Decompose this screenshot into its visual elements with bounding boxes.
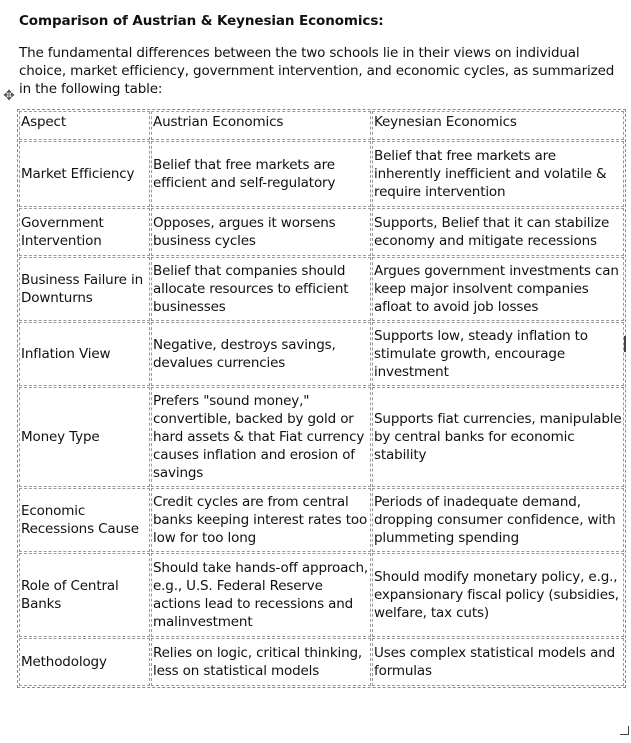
table-row <box>19 387 624 487</box>
header-cell-keynesian[interactable]: Keynesian Economics <box>372 111 624 140</box>
aspect-cell[interactable]: Market Efficiency <box>19 141 150 207</box>
intro-paragraph: The fundamental differences between the two schools lie in their views on individual choice, market efficiency, government intervention, and economic cycles, as summarized in the following table: <box>19 45 615 97</box>
austrian-cell[interactable]: Relies on logic, critical thinking, less on statistical models <box>151 638 371 686</box>
aspect-cell[interactable]: Government Intervention <box>19 208 150 256</box>
table-row <box>19 322 624 386</box>
austrian-cell[interactable]: Belief that free markets are efficient and self-regulatory <box>151 141 371 207</box>
keynesian-cell[interactable]: Argues government investments can keep major insolvent companies afloat to avoid job losses <box>372 257 624 321</box>
comparison-table <box>17 109 626 688</box>
aspect-cell[interactable]: Inflation View <box>19 322 150 386</box>
table-row <box>19 141 624 207</box>
header-cell-austrian[interactable]: Austrian Economics <box>151 111 371 140</box>
document-title: Comparison of Austrian & Keynesian Economics: <box>19 13 384 29</box>
table-row <box>19 488 624 552</box>
table-header-row <box>19 111 624 140</box>
austrian-cell[interactable]: Prefers "sound money," convertible, backed by gold or hard assets & that Fiat currency causes inflation and erosion of savings <box>151 387 371 487</box>
austrian-cell[interactable]: Opposes, argues it worsens business cycles <box>151 208 371 256</box>
keynesian-cell[interactable]: Periods of inadequate demand, dropping consumer confidence, with plummeting spending <box>372 488 624 552</box>
keynesian-cell[interactable]: Uses complex statistical models and formulas <box>372 638 624 686</box>
comparison-table-container <box>17 109 626 688</box>
table-row <box>19 208 624 256</box>
aspect-cell[interactable]: Business Failure in Downturns <box>19 257 150 321</box>
aspect-cell[interactable]: Economic Recessions Cause <box>19 488 150 552</box>
austrian-cell[interactable]: Belief that companies should allocate resources to efficient businesses <box>151 257 371 321</box>
keynesian-cell[interactable]: Belief that free markets are inherently inefficient and volatile & require intervention <box>372 141 624 207</box>
table-row <box>19 257 624 321</box>
aspect-cell[interactable]: Role of Central Banks <box>19 553 150 637</box>
austrian-cell[interactable]: Negative, destroys savings, devalues currencies <box>151 322 371 386</box>
table-resize-handle[interactable] <box>620 726 629 735</box>
keynesian-cell[interactable]: Supports, Belief that it can stabilize economy and mitigate recessions <box>372 208 624 256</box>
keynesian-cell[interactable]: Should modify monetary policy, e.g., expansionary fiscal policy (subsidies, welfare, tax cuts) <box>372 553 624 637</box>
header-cell-aspect[interactable]: Aspect <box>19 111 150 140</box>
text-cursor <box>624 336 626 352</box>
austrian-cell[interactable]: Should take hands-off approach, e.g., U.S. Federal Reserve actions lead to recessions and malinvestment <box>151 553 371 637</box>
aspect-cell[interactable]: Methodology <box>19 638 150 686</box>
austrian-cell[interactable]: Credit cycles are from central banks keeping interest rates too low for too long <box>151 488 371 552</box>
table-row <box>19 638 624 686</box>
keynesian-cell[interactable]: Supports low, steady inflation to stimulate growth, encourage investment <box>372 322 624 386</box>
aspect-cell[interactable]: Money Type <box>19 387 150 487</box>
keynesian-cell[interactable]: Supports fiat currencies, manipulable by central banks for economic stability <box>372 387 624 487</box>
move-arrows-icon[interactable]: ✥ <box>3 88 15 104</box>
table-row <box>19 553 624 637</box>
